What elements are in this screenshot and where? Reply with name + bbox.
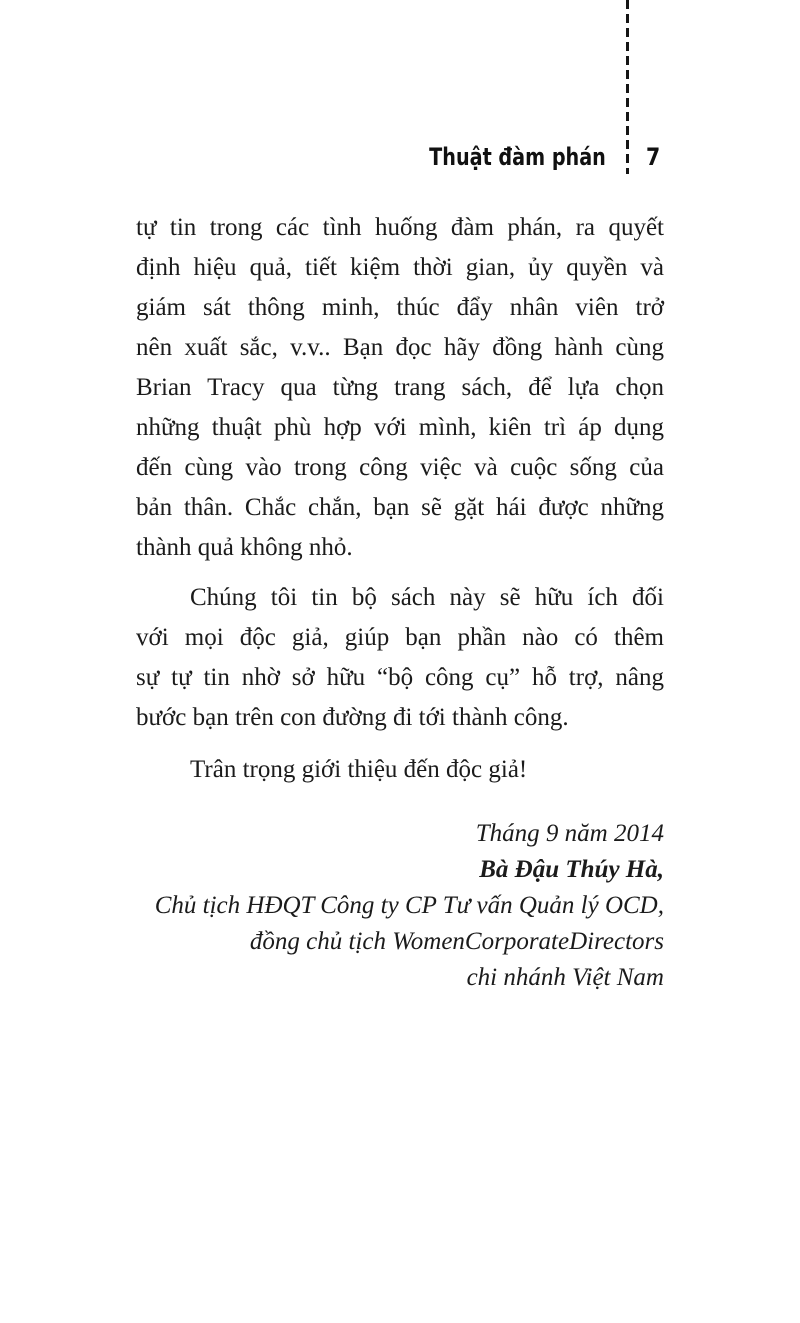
text-line: Trân trọng giới thiệu đến độc giả! <box>190 756 528 783</box>
signature-title-line: đồng chủ tịch WomenCorporateDirectors <box>249 928 664 955</box>
text-line: định hiệu quả, tiết kiệm thời gian, ủy quyền và <box>136 254 664 281</box>
text-line: với mọi độc giả, giúp bạn phần nào có thêm <box>136 624 664 651</box>
text-line: những thuật phù hợp với mình, kiên trì áp dụng <box>136 414 664 441</box>
page-number: 7 <box>646 143 661 171</box>
text-line: giám sát thông minh, thúc đẩy nhân viên trở <box>136 294 664 321</box>
signature-title-line: chi nhánh Việt Nam <box>466 964 664 991</box>
signature-date: Tháng 9 năm 2014 <box>475 820 664 847</box>
text-line: nên xuất sắc, v.v.. Bạn đọc hãy đồng hành cùng <box>136 334 664 361</box>
text-line: Brian Tracy qua từng trang sách, để lựa chọn <box>136 374 664 401</box>
text-line: sự tự tin nhờ sở hữu “bộ công cụ” hỗ trợ, nâng <box>136 664 664 691</box>
paragraph-1 <box>136 208 664 568</box>
text-line: bước bạn trên con đường đi tới thành công. <box>136 704 569 731</box>
text-line: tự tin trong các tình huống đàm phán, ra quyết <box>136 214 664 241</box>
signature-block <box>136 816 664 996</box>
signature-title-line: Chủ tịch HĐQT Công ty CP Tư vấn Quản lý OCD, <box>154 892 664 919</box>
text-line: bản thân. Chắc chắn, bạn sẽ gặt hái được những <box>136 494 664 521</box>
text-line: đến cùng vào trong công việc và cuộc sống của <box>136 454 664 481</box>
paragraph-3 <box>136 750 664 790</box>
text-line: thành quả không nhỏ. <box>136 534 353 561</box>
running-title: Thuật đàm phán <box>429 143 606 171</box>
paragraph-2 <box>136 578 664 738</box>
signature-name: Bà Đậu Thúy Hà, <box>479 856 664 883</box>
text-line: Chúng tôi tin bộ sách này sẽ hữu ích đối <box>190 584 664 611</box>
body-text <box>136 208 664 790</box>
dashed-divider-line <box>626 0 629 174</box>
